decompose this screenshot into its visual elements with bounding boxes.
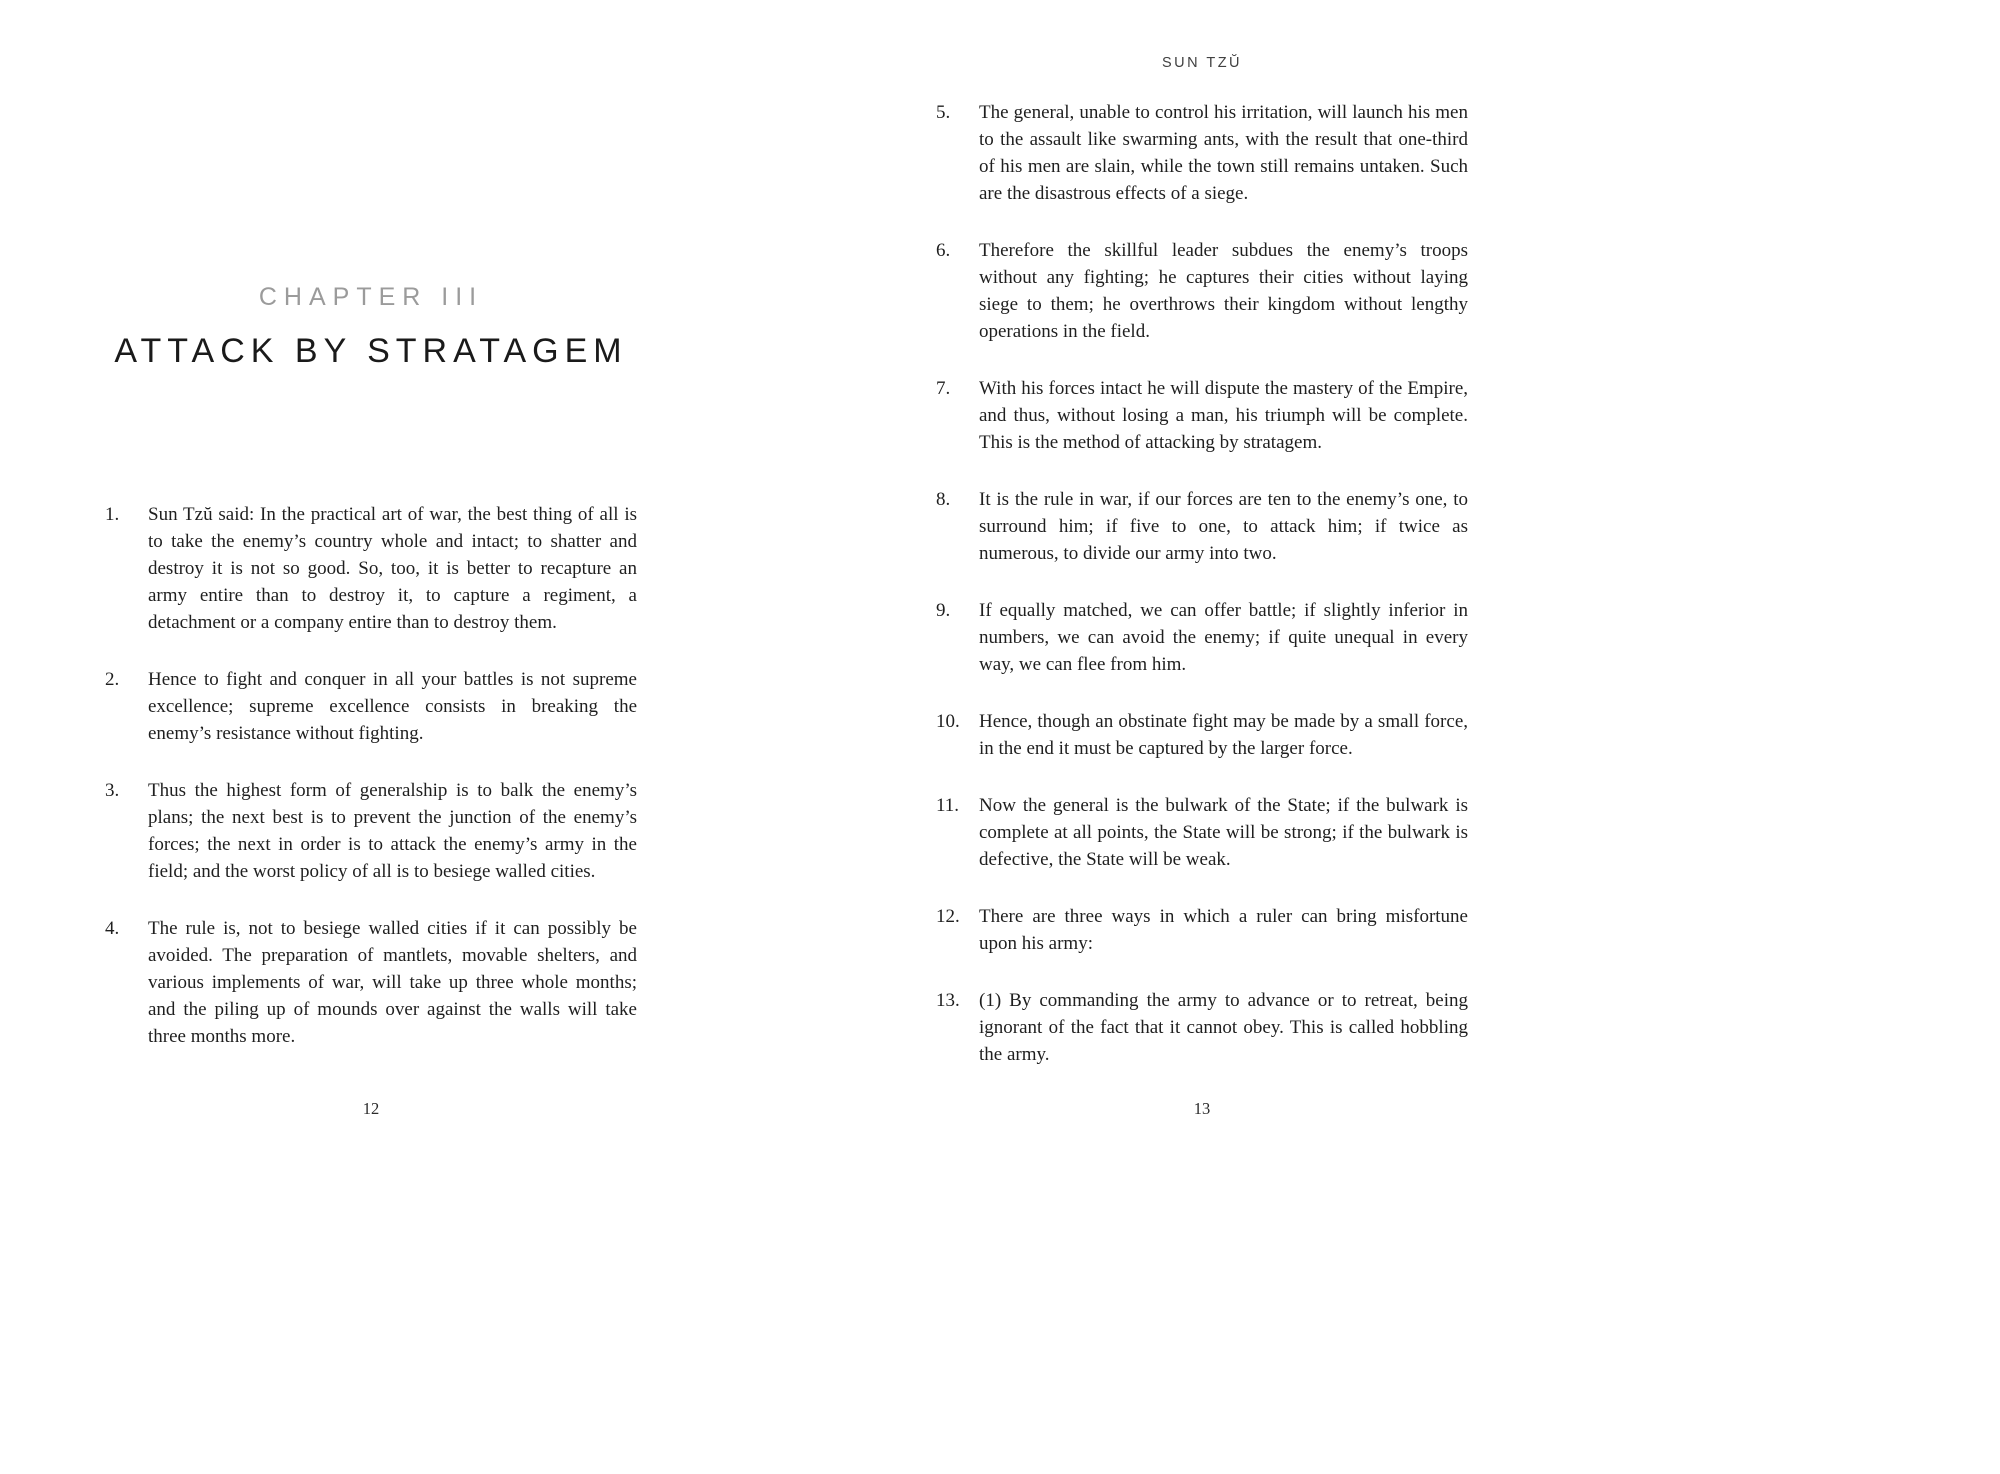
- list-item: [936, 237, 1468, 345]
- list-item: [105, 915, 637, 1050]
- list-item: [936, 99, 1468, 207]
- item-number: 9.: [936, 600, 951, 621]
- list-item: [936, 903, 1468, 957]
- list-item: [105, 666, 637, 747]
- item-number: 11.: [936, 795, 960, 816]
- page-number-left: 12: [362, 1099, 380, 1118]
- item-text: Now the general is the bulwark of the State; if the bulwark is complete at all points, the State will be strong; if the bulwark is defective, the State will be weak.: [979, 795, 1468, 870]
- chapter-title: ATTACK BY STRATAGEM: [114, 332, 628, 370]
- item-number: 3.: [105, 780, 120, 801]
- list-item: [936, 486, 1468, 567]
- item-number: 12.: [936, 906, 960, 927]
- item-text: It is the rule in war, if our forces are ten to the enemy’s one, to surround him; if five to one, to attack him; if twice as numerous, to divide our army into two.: [979, 489, 1468, 564]
- item-text: There are three ways in which a ruler can bring misfortune upon his army:: [979, 906, 1468, 954]
- item-number: 7.: [936, 378, 951, 399]
- item-number: 10.: [936, 711, 960, 732]
- item-number: 5.: [936, 102, 951, 123]
- page-number-right: 13: [1193, 1099, 1211, 1118]
- item-number: 4.: [105, 918, 120, 939]
- item-text: Hence to fight and conquer in all your battles is not supreme excellence; supreme excellence consists in breaking the enemy’s resistance without fighting.: [148, 669, 637, 744]
- chapter-label: CHAPTER III: [258, 283, 484, 311]
- page-right: [936, 0, 1468, 1474]
- item-number: 1.: [105, 504, 120, 525]
- item-number: 13.: [936, 990, 960, 1011]
- list-item: [936, 987, 1468, 1068]
- item-text: If equally matched, we can offer battle; if slightly inferior in numbers, we can avoid the enemy; if quite unequal in every way, we can flee from him.: [979, 600, 1468, 675]
- item-text: Therefore the skillful leader subdues the enemy’s troops without any fighting; he captures their cities without laying siege to them; he overthrows their kingdom without lengthy operations in the field.: [979, 240, 1468, 342]
- list-item: [936, 597, 1468, 678]
- numbered-list-left: [105, 501, 637, 1080]
- item-text: The rule is, not to besiege walled cities if it can possibly be avoided. The preparation of mantlets, movable shelters, and various implements of war, will take up three whole months; and the piling up of mounds over against the walls will take three months more.: [148, 918, 637, 1047]
- list-item: [936, 375, 1468, 456]
- item-number: 6.: [936, 240, 951, 261]
- item-text: (1) By commanding the army to advance or to retreat, being ignorant of the fact that it cannot obey. This is called hobbling the army.: [979, 990, 1468, 1065]
- item-text: The general, unable to control his irritation, will launch his men to the assault like swarming ants, with the result that one-third of his men are slain, while the town still remains untaken. Such are the disastrous effects of a siege.: [979, 102, 1468, 204]
- list-item: [105, 501, 637, 636]
- list-item: [105, 777, 637, 885]
- item-number: 8.: [936, 489, 951, 510]
- item-text: With his forces intact he will dispute the mastery of the Empire, and thus, without losing a man, his triumph will be complete. This is the method of attacking by stratagem.: [979, 378, 1468, 453]
- item-number: 2.: [105, 669, 120, 690]
- running-header: SUN TZŬ: [1161, 55, 1243, 71]
- list-item: [936, 792, 1468, 873]
- list-item: [936, 708, 1468, 762]
- item-text: Thus the highest form of generalship is to balk the enemy’s plans; the next best is to prevent the junction of the enemy’s forces; the next in order is to attack the enemy’s army in the field; and the worst policy of all is to besiege walled cities.: [148, 780, 637, 882]
- page-left: [105, 0, 637, 1474]
- item-text: Sun Tzŭ said: In the practical art of war, the best thing of all is to take the enemy’s country whole and intact; to shatter and destroy it is not so good. So, too, it is better to recapture an army entire than to destroy it, to capture a regiment, a detachment or a company entire than to destroy them.: [148, 504, 637, 633]
- numbered-list-right: [936, 99, 1468, 1098]
- item-text: Hence, though an obstinate fight may be made by a small force, in the end it must be captured by the larger force.: [979, 711, 1468, 759]
